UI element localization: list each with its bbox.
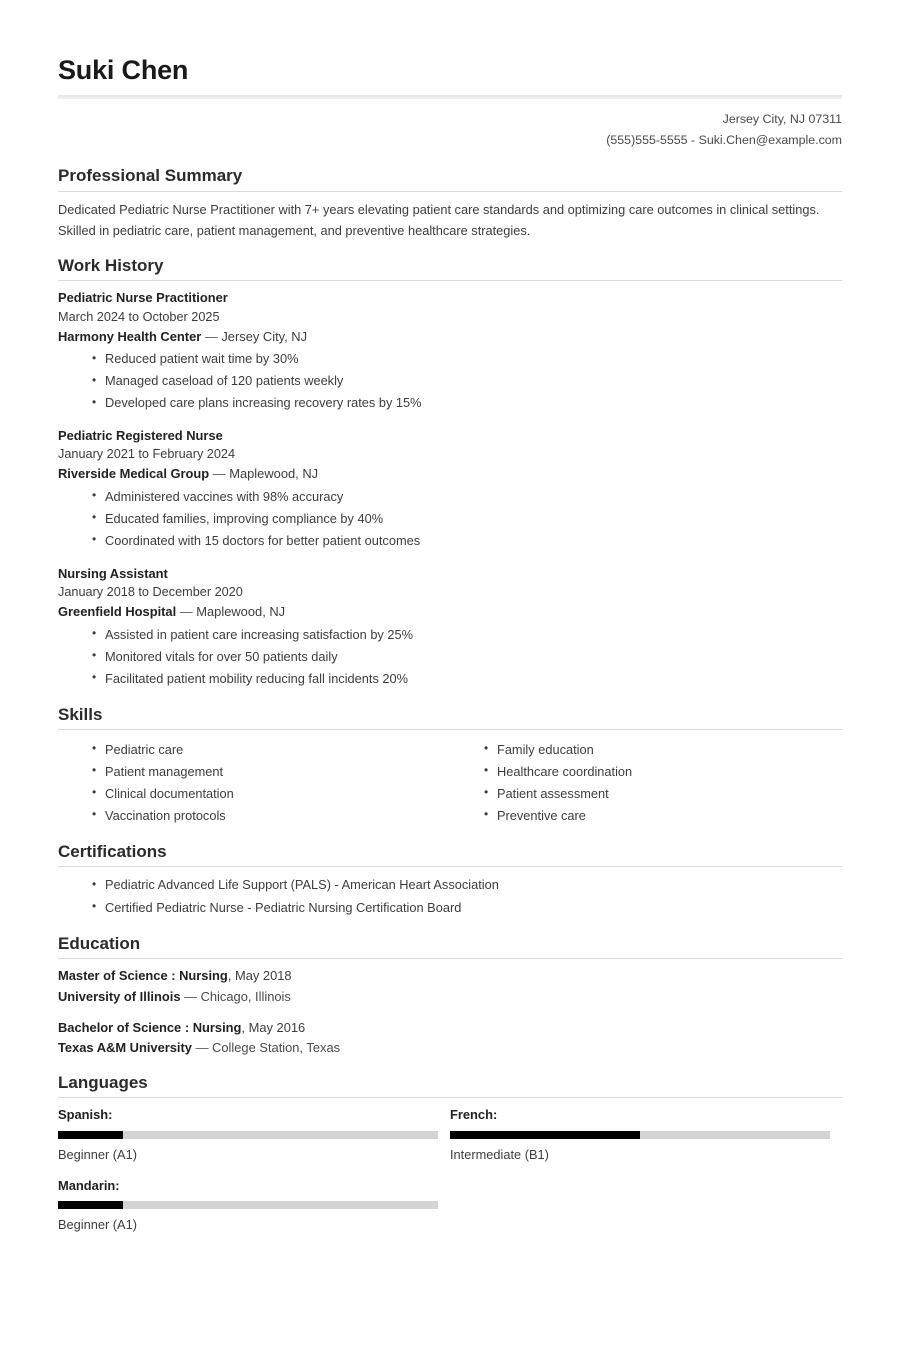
job-company-location: [58, 327, 842, 346]
company-name: Harmony Health Center: [58, 328, 202, 344]
education-major: Nursing: [179, 968, 228, 984]
separator-dash: —: [204, 328, 218, 344]
resume-header: [58, 56, 842, 151]
skills-list: [58, 739, 440, 827]
skill-item: • Patient assessment: [497, 783, 842, 805]
language-level: Beginner (A1): [58, 1217, 137, 1233]
work-history-entry: [58, 288, 842, 414]
company-name: Riverside Medical Group: [58, 466, 210, 482]
skills-column-right: [450, 737, 842, 827]
section-divider: [58, 191, 842, 192]
language-proficiency-fill: [58, 1131, 123, 1139]
section-title-work-history: Work History: [58, 256, 164, 276]
education-colon: :: [171, 968, 176, 984]
skills-columns: [58, 737, 842, 827]
separator-dash: —: [212, 466, 226, 482]
education-date: , May 2016: [241, 1019, 306, 1035]
language-entry: [58, 1176, 450, 1235]
education-school: Texas A&M University: [58, 1039, 192, 1055]
education-school-line: [58, 987, 842, 1007]
certification-item: • Certified Pediatric Nurse - Pediatric Nursing Certification Board: [105, 897, 842, 920]
separator-dash: —: [195, 1039, 209, 1055]
skill-item: • Patient management: [105, 761, 440, 783]
job-bullet: • Developed care plans increasing recovery rates by 15%: [105, 392, 842, 414]
section-title-skills: Skills: [58, 704, 103, 724]
job-title: Pediatric Registered Nurse: [58, 428, 223, 444]
skills-column-left: [58, 737, 450, 827]
education-major: Nursing: [192, 1019, 242, 1035]
section-divider: [58, 866, 842, 867]
language-name: Mandarin:: [58, 1177, 120, 1193]
skill-item: • Healthcare coordination: [497, 761, 842, 783]
skill-item: • Vaccination protocols: [105, 805, 440, 827]
job-location: Jersey City, NJ: [221, 328, 308, 344]
education-degree: Master of Science: [58, 968, 168, 984]
section-professional-summary: [58, 165, 842, 241]
education-school: University of Illinois: [58, 988, 181, 1004]
skill-item: • Preventive care: [497, 805, 842, 827]
job-bullet: • Administered vaccines with 98% accuracy: [105, 486, 842, 508]
language-name: Spanish:: [58, 1107, 113, 1123]
contact-block: [58, 109, 842, 152]
section-divider: [58, 1097, 842, 1098]
header-divider: [58, 95, 842, 99]
work-history-entry: [58, 564, 842, 690]
education-location: College Station, Texas: [212, 1039, 341, 1055]
section-title-professional-summary: Professional Summary: [58, 166, 243, 186]
section-divider: [58, 280, 842, 281]
job-bullet: • Managed caseload of 120 patients weekly: [105, 370, 842, 392]
section-education: [58, 933, 842, 1058]
contact-phone-email: (555)555-5555 - Suki.Chen@example.com: [606, 133, 842, 148]
certifications-list: [58, 874, 842, 919]
job-bullet: • Reduced patient wait time by 30%: [105, 348, 842, 370]
job-company-location: [58, 464, 842, 483]
language-proficiency-bar: [450, 1131, 830, 1139]
skill-item: • Family education: [497, 739, 842, 761]
language-name: French:: [450, 1107, 498, 1123]
job-location: Maplewood, NJ: [229, 466, 319, 482]
education-degree-line: [58, 966, 842, 986]
section-skills: [58, 704, 842, 827]
job-title: Nursing Assistant: [58, 565, 168, 581]
education-school-line: [58, 1038, 842, 1058]
education-entry: [58, 1018, 842, 1058]
education-degree: Bachelor of Science: [58, 1019, 182, 1035]
education-degree-line: [58, 1018, 842, 1038]
language-entry: [450, 1105, 842, 1164]
job-bullet-list: [58, 624, 842, 690]
summary-text: Dedicated Pediatric Nurse Practitioner with 7+ years elevating patient care standards and optimizing care outcomes in clinical settings. Skilled in pediatric care, patient management, and preventive healthcare strategies.: [58, 201, 820, 238]
section-title-languages: Languages: [58, 1072, 148, 1092]
languages-grid: [58, 1105, 842, 1246]
job-dates: March 2024 to October 2025: [58, 309, 220, 324]
section-languages: [58, 1072, 842, 1246]
job-title: Pediatric Nurse Practitioner: [58, 290, 228, 306]
education-location: Chicago, Illinois: [200, 988, 291, 1004]
separator-dash: —: [184, 988, 197, 1004]
job-bullet: • Educated families, improving compliance by 40%: [105, 508, 842, 530]
language-level: Intermediate (B1): [450, 1146, 549, 1162]
certification-item: • Pediatric Advanced Life Support (PALS) - American Heart Association: [105, 874, 842, 897]
language-proficiency-fill: [450, 1131, 640, 1139]
section-title-certifications: Certifications: [58, 841, 167, 861]
candidate-name: Suki Chen: [58, 55, 189, 85]
separator-dash: —: [179, 604, 193, 620]
job-dates: January 2021 to February 2024: [58, 447, 236, 462]
education-date: , May 2018: [227, 968, 292, 984]
section-title-education: Education: [58, 934, 141, 954]
job-bullet-list: [58, 486, 842, 552]
skills-list: [450, 739, 842, 827]
job-bullet-list: [58, 348, 842, 414]
job-location: Maplewood, NJ: [196, 604, 286, 620]
job-bullet: • Assisted in patient care increasing satisfaction by 25%: [105, 624, 842, 646]
skill-item: • Pediatric care: [105, 739, 440, 761]
job-company-location: [58, 602, 842, 621]
language-proficiency-bar: [58, 1131, 438, 1139]
company-name: Greenfield Hospital: [58, 604, 177, 620]
job-bullet: • Coordinated with 15 doctors for better patient outcomes: [105, 530, 842, 552]
job-bullet: • Facilitated patient mobility reducing fall incidents 20%: [105, 668, 842, 690]
contact-location: Jersey City, NJ 07311: [722, 111, 842, 126]
job-dates: January 2018 to December 2020: [58, 585, 243, 600]
education-entry: [58, 966, 842, 1006]
language-entry: [58, 1105, 450, 1164]
language-level: Beginner (A1): [58, 1146, 137, 1162]
section-divider: [58, 729, 842, 730]
language-proficiency-fill: [58, 1201, 123, 1209]
section-divider: [58, 958, 842, 959]
job-bullet: • Monitored vitals for over 50 patients daily: [105, 646, 842, 668]
education-colon: :: [184, 1019, 190, 1035]
section-certifications: [58, 841, 842, 919]
language-proficiency-bar: [58, 1201, 438, 1209]
skill-item: • Clinical documentation: [105, 783, 440, 805]
section-work-history: [58, 255, 842, 690]
work-history-entry: [58, 426, 842, 552]
